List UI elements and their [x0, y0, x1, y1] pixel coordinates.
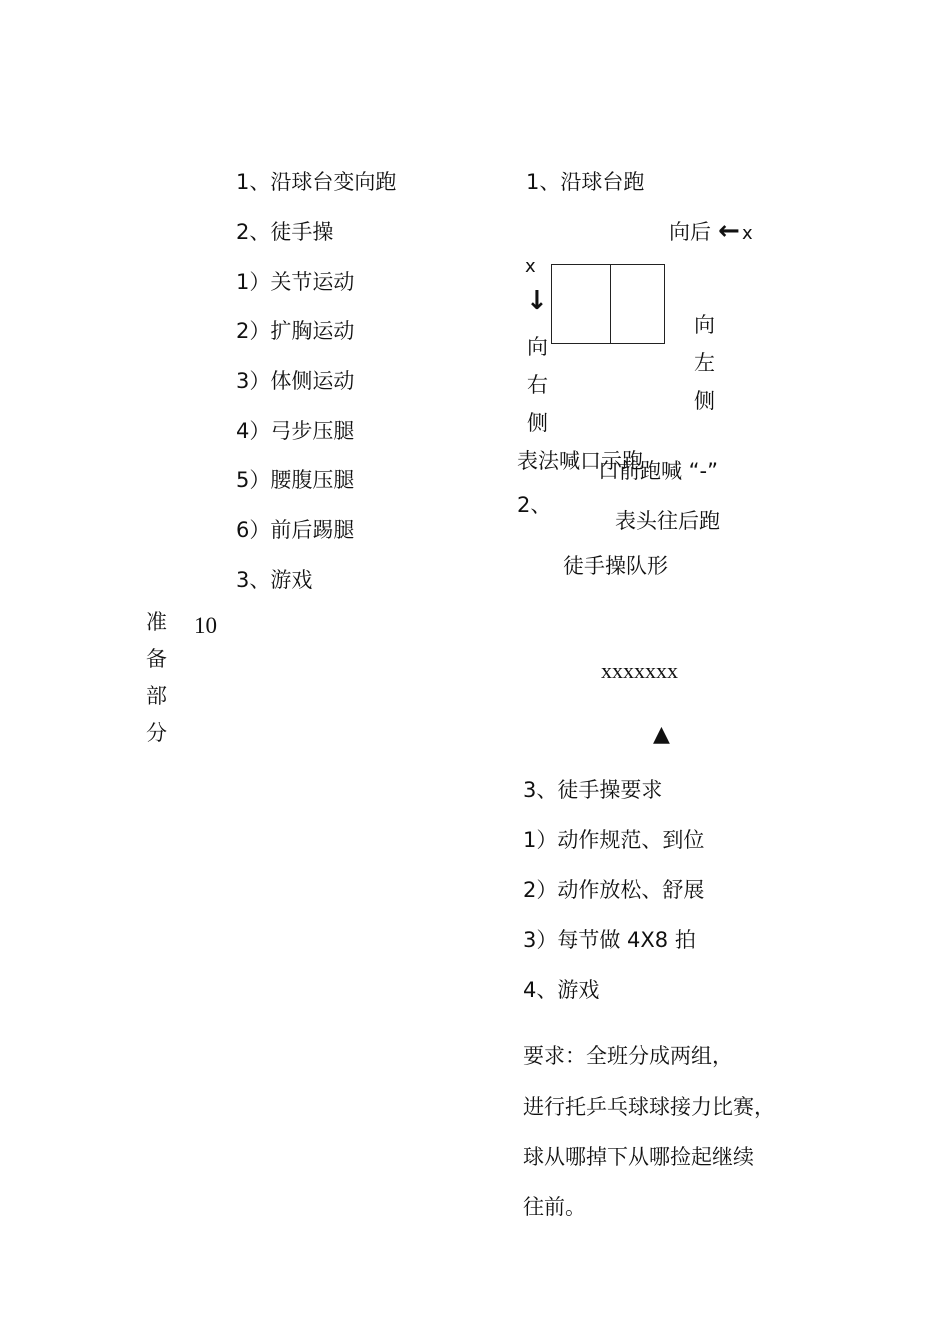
right-item-1: 1、沿球台跑 [526, 170, 645, 194]
diagram-right-side: 向左侧 [694, 313, 715, 413]
ping-pong-table [551, 264, 665, 344]
left-item-5: 3）体侧运动 [236, 369, 355, 393]
right-item-2-num: 2、 [517, 493, 552, 517]
formation-row: xxxxxxx [601, 658, 678, 683]
section-time: 10 [194, 613, 217, 638]
game-line-2: 进行托乒乓球球接力比赛， [523, 1095, 775, 1119]
arrow-left-icon: ← [718, 216, 740, 246]
right-item-3: 3、徒手操要求 [523, 778, 663, 802]
overlap-line-b: 口前跑喊 “-” [598, 459, 719, 483]
left-item-7: 5）腰腹压腿 [236, 468, 355, 492]
requirement-1: 1）动作规范、到位 [523, 828, 705, 852]
overlap-line-a: 表法喊口示跑 [517, 449, 643, 473]
right-item-2-line: 表头往后跑 [615, 509, 720, 533]
diagram-x-top-right: x [742, 223, 753, 244]
arrow-down-icon: ↓ [526, 286, 548, 316]
diagram-top-label: 向后 [669, 220, 711, 244]
left-item-4: 2）扩胸运动 [236, 319, 355, 343]
left-item-1: 1、沿球台变向跑 [236, 170, 397, 194]
game-line-4: 往前。 [523, 1195, 586, 1219]
diagram-left-side: 向右侧 [527, 335, 548, 435]
requirement-2: 2）动作放松、舒展 [523, 878, 705, 902]
left-item-3: 1）关节运动 [236, 270, 355, 294]
right-item-4: 4、游戏 [523, 978, 600, 1002]
left-item-9: 3、游戏 [236, 568, 313, 592]
game-line-1: 要求：全班分成两组， [523, 1044, 733, 1068]
requirement-3: 3）每节做 4X8 拍 [523, 928, 696, 952]
left-item-2: 2、徒手操 [236, 220, 334, 244]
teacher-marker-icon: ▲ [653, 722, 670, 747]
section-label: 准备部分 [146, 610, 167, 745]
diagram-x-left: x [525, 256, 536, 277]
table-net [610, 265, 611, 343]
game-line-3: 球从哪掉下从哪捡起继续 [523, 1145, 754, 1169]
formation-title: 徒手操队形 [563, 554, 668, 578]
left-item-6: 4）弓步压腿 [236, 419, 355, 443]
left-item-8: 6）前后踢腿 [236, 518, 355, 542]
